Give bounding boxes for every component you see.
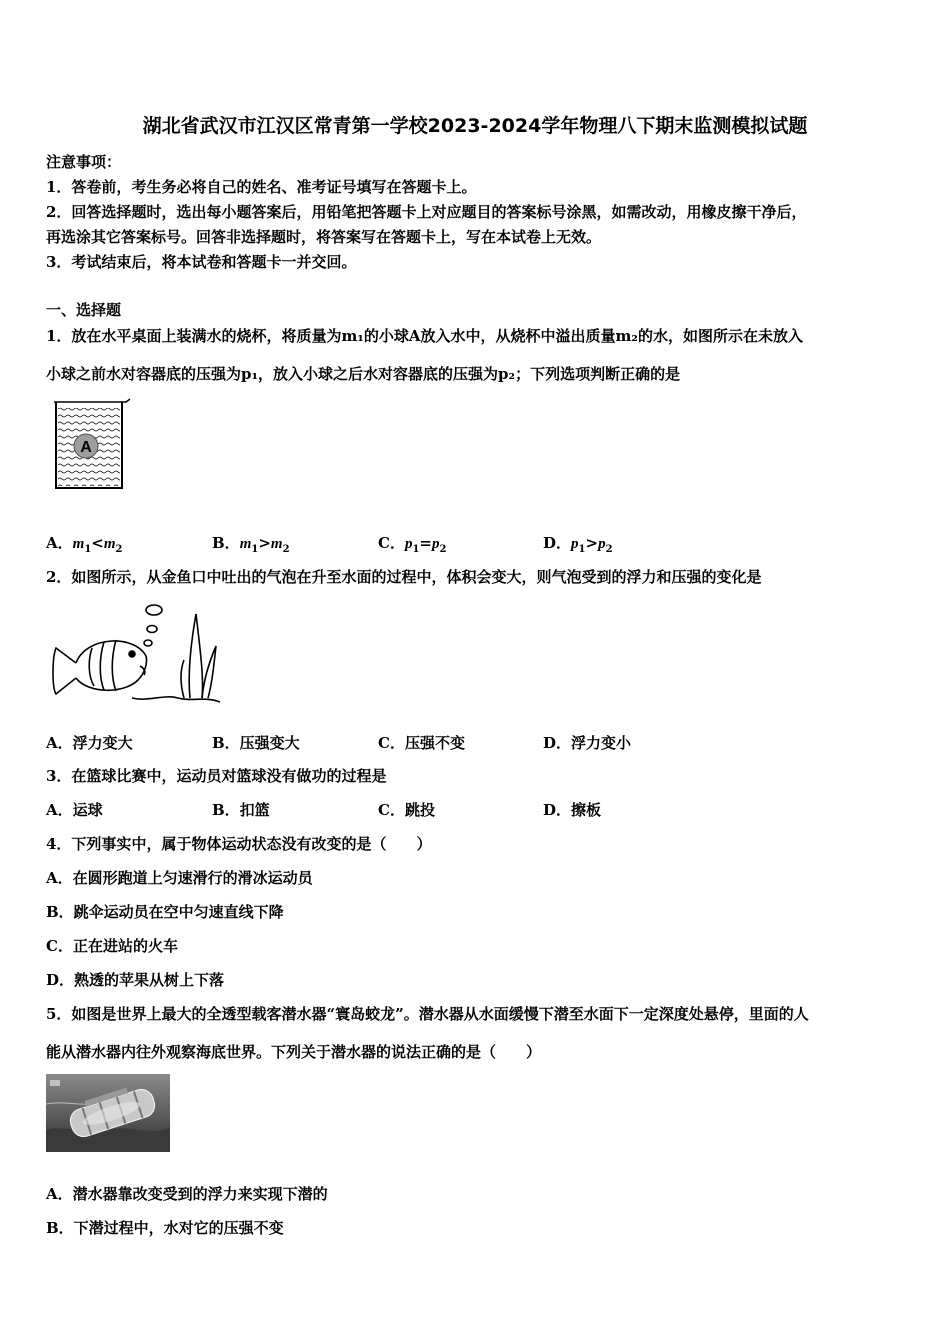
- q4-option-d[interactable]: D．熟透的苹果从树上下落: [46, 971, 225, 989]
- q4-option-b[interactable]: B．跳伞运动员在空中匀速直线下降: [46, 903, 284, 921]
- page-title: 湖北省武汉市江汉区常青第一学校2023-2024学年物理八下期末监测模拟试题: [142, 115, 808, 137]
- q2-option-d[interactable]: D．浮力变小: [543, 734, 632, 752]
- q3-option-d[interactable]: D．擦板: [543, 801, 602, 819]
- q4-option-a[interactable]: A．在圆形跑道上匀速滑行的滑冰运动员: [46, 869, 313, 887]
- q4-stem: 4．下列事实中，属于物体运动状态没有改变的是（ ）: [46, 835, 432, 853]
- q1-stem-line1: 1．放在水平桌面上装满水的烧杯，将质量为m₁的小球A放入水中，从烧杯中溢出质量m₂的水，如图所示在未放入: [46, 327, 803, 345]
- q5-option-b[interactable]: B．下潜过程中，水对它的压强不变: [46, 1219, 284, 1237]
- q5-stem-line1: 5．如图是世界上最大的全透型载客潜水器“寰岛蛟龙”。潜水器从水面缓慢下潜至水面下一定深度处悬停，里面的人: [46, 1005, 809, 1023]
- q3-option-b[interactable]: B．扣篮: [212, 801, 270, 819]
- q2-option-c[interactable]: C．压强不变: [378, 734, 465, 752]
- section-heading: 一、选择题: [46, 301, 122, 319]
- q1-option-d[interactable]: D．$p_1>p_2$: [543, 534, 613, 555]
- q1-option-c[interactable]: C．$p_1=p_2$: [378, 534, 447, 555]
- q1-option-a[interactable]: A．$m_1<m_2$: [46, 534, 123, 555]
- q3-option-c[interactable]: C．跳投: [378, 801, 435, 819]
- notice-item-2-cont: 再选涂其它答案标号。回答非选择题时，将答案写在答题卡上，写在本试卷上无效。: [46, 228, 602, 246]
- ball-label: A: [80, 439, 92, 456]
- q5-option-a[interactable]: A．潜水器靠改变受到的浮力来实现下潜的: [46, 1185, 328, 1203]
- q1-stem-line2: 小球之前水对容器底的压强为p₁，放入小球之后水对容器底的压强为p₂；下列选项判断正确的是: [46, 365, 681, 383]
- q1-option-b[interactable]: B．$m_1>m_2$: [212, 534, 290, 555]
- submersible-photo: [46, 1074, 170, 1152]
- q2-option-b[interactable]: B．压强变大: [212, 734, 300, 752]
- notice-item-2: 2．回答选择题时，选出每小题答案后，用铅笔把答题卡上对应题目的答案标号涂黑，如需改动，用橡皮擦干净后，: [46, 203, 807, 221]
- fish-figure: [44, 598, 244, 714]
- q2-stem: 2．如图所示，从金鱼口中吐出的气泡在升至水面的过程中，体积会变大，则气泡受到的浮力和压强的变化是: [46, 568, 762, 586]
- beaker-figure: [50, 398, 134, 494]
- notice-heading: 注意事项：: [46, 153, 122, 171]
- q3-option-a[interactable]: A．运球: [46, 801, 103, 819]
- q4-option-c[interactable]: C．正在进站的火车: [46, 937, 178, 955]
- q3-stem: 3．在篮球比赛中，运动员对篮球没有做功的过程是: [46, 767, 387, 785]
- notice-item-3: 3．考试结束后，将本试卷和答题卡一并交回。: [46, 253, 357, 271]
- q5-stem-line2: 能从潜水器内往外观察海底世界。下列关于潜水器的说法正确的是（ ）: [46, 1043, 542, 1061]
- q2-option-a[interactable]: A．浮力变大: [46, 734, 133, 752]
- notice-item-1: 1．答卷前，考生务必将自己的姓名、准考证号填写在答题卡上。: [46, 178, 477, 196]
